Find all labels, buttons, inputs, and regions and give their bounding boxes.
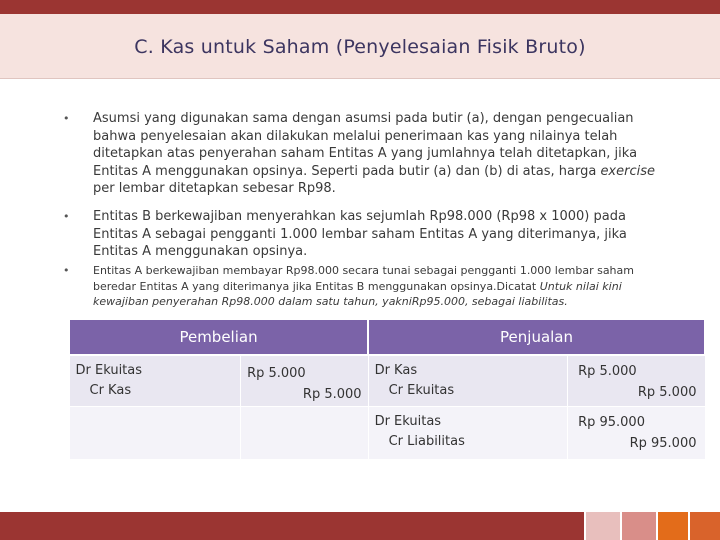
sell-entry-cell [368,355,568,407]
sell-entry-dr: Dr Kas [374,363,418,378]
sell-credit: Rp 95.000 [629,436,697,451]
sell-debit: Rp 95.000 [578,415,645,430]
buy-amount-cell [241,355,369,407]
sell-credit: Rp 5.000 [637,385,697,400]
sell-entry-cr: Cr Ekuitas [388,383,455,398]
buy-entry-cr: Cr Kas [89,383,132,398]
sell-amount-cell [568,407,705,460]
buy-credit: Rp 5.000 [302,387,362,402]
top-accent-strip [0,0,720,14]
sell-entry-cell [368,407,568,460]
table-header-row [69,319,705,355]
bullet-1-tail: per lembar ditetapkan sebesar Rp98. [93,181,336,197]
bullet-1 [63,110,673,198]
buy-entry-cell [69,355,241,407]
slide-title: C. Kas untuk Saham (Penyelesaian Fisik Bruto) [134,36,586,58]
bullet-dot: • [63,210,70,223]
bullet-dot: • [63,264,70,277]
buy-debit: Rp 5.000 [247,366,306,381]
table-row [69,407,705,460]
sell-entry-dr: Dr Ekuitas [374,414,442,429]
footer-segment [622,512,656,540]
bullet-2-text: Entitas B berkewajiban menyerahkan kas sejumlah Rp98.000 (Rp98 x 1000) pada Entitas A sebagai pengganti 1.000 lembar saham Entitas A yang diterimanya, jika Entitas A menggunakan opsinya. [93,209,627,260]
bullet-dot: • [63,112,70,125]
bullet-1-italic: exercise [600,163,656,179]
header-pembelian: Pembelian [69,319,368,355]
sell-amount-cell [568,355,705,407]
buy-entry-dr: Dr Ekuitas [75,363,143,378]
sell-debit: Rp 5.000 [578,364,637,379]
bullet-2 [63,208,673,261]
footer-segment [586,512,620,540]
header-penjualan: Penjualan [368,319,705,355]
bullet-1-text: Asumsi yang digunakan sama dengan asumsi pada butir (a), dengan pengecualian bahwa penyelesaian akan dilakukan melalui penerimaan kas yang nilainya telah ditetapkan atas penyerahan saham Entitas A yang jumlahnya telah ditetapkan, jika Entitas A menggunakan opsinya. Seperti pada butir (a) dan (b) di atas, harga [93,111,638,179]
table-row [69,355,705,407]
footer-bar [0,512,720,540]
journal-table [68,318,706,460]
sell-entry-cr: Cr Liabilitas [388,434,465,449]
buy-amount-cell-empty [241,407,369,460]
buy-entry-cell-empty [69,407,241,460]
footer-segment [690,512,720,540]
bullet-3 [63,263,678,310]
bullet-3-text: Entitas A berkewajiban membayar Rp98.000 secara tunai sebagai pengganti 1.000 lembar saham beredar Entitas A yang diterimanya jika Entitas B menggunakan opsinya.Dicatat [93,264,634,293]
footer-segment [658,512,688,540]
bullet-3-italic: Untuk nilai kini kewajiban penyerahan Rp98.000 dalam satu tahun, yakniRp95.000, sebagai liabilitas. [93,279,622,308]
footer-segment [0,512,584,540]
